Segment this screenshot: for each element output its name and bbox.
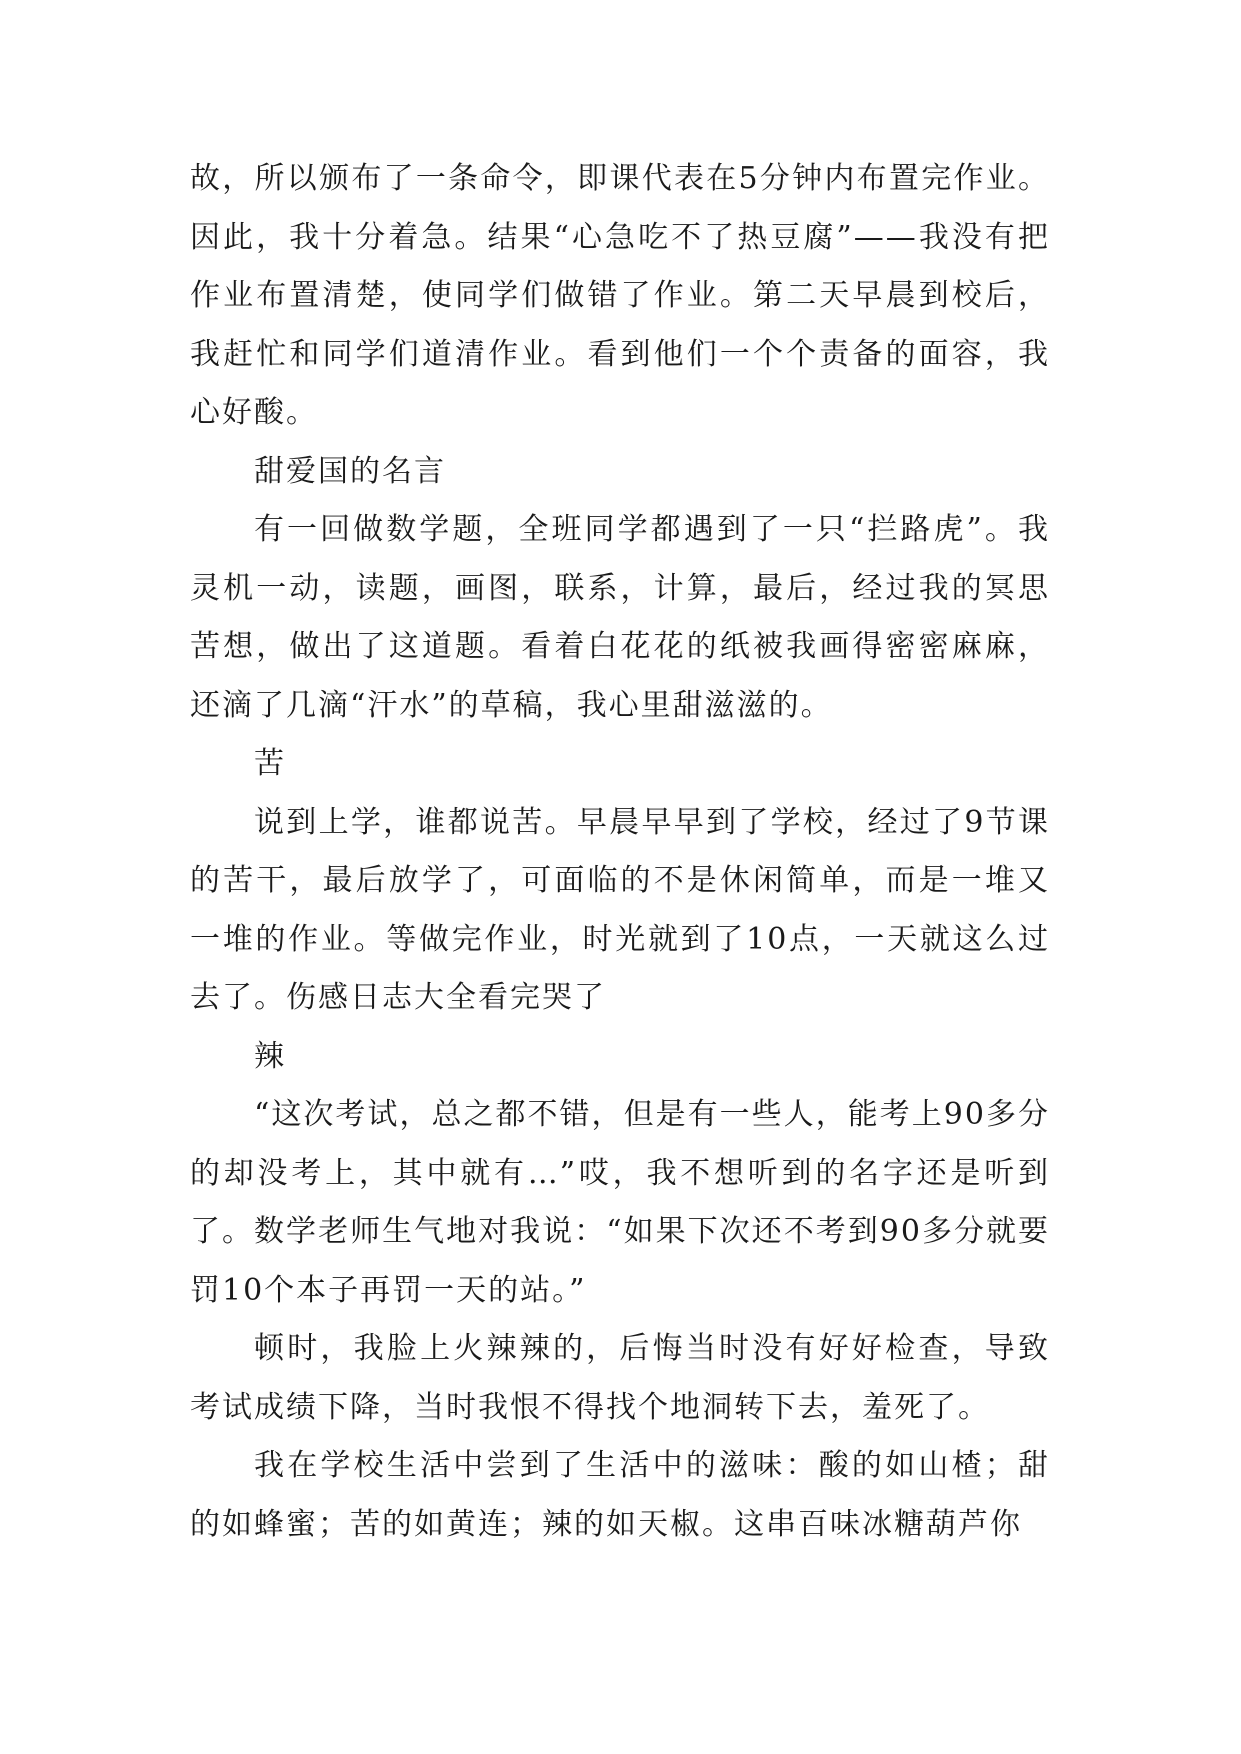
paragraph-conclusion: 我在学校生活中尝到了生活中的滋味：酸的如山楂；甜的如蜂蜜；苦的如黄连；辣的如天椒。这串百味冰糖葫芦你 <box>190 1448 1050 1542</box>
paragraph-bitter-story: 说到上学，谁都说苦。早晨早早到了学校，经过了9节课的苦干，最后放学了，可面临的不是休闲简单，而是一堆又一堆的作业。等做完作业，时光就到了10点，一天就这么过去了。伤感日志大全看完哭了 <box>190 804 1050 1015</box>
paragraph-sour-story: 故，所以颁布了一条命令，即课代表在5分钟内布置完作业。因此，我十分着急。结果“心急吃不了热豆腐”——我没有把作业布置清楚，使同学们做错了作业。第二天早晨到校后，我赶忙和同学们道清作业。看到他们一个个责备的面容，我心好酸。 <box>190 161 1050 430</box>
section-heading-spicy: 辣 <box>254 1038 286 1074</box>
paragraph-spicy-reaction: 顿时，我脸上火辣辣的，后悔当时没有好好检查，导致考试成绩下降，当时我恨不得找个地洞转下去，羞死了。 <box>190 1331 1050 1425</box>
document-body <box>190 150 1050 1554</box>
section-heading-bitter: 苦 <box>254 746 286 781</box>
paragraph-spicy-story: “这次考试，总之都不错，但是有一些人，能考上90多分的却没考上，其中就有…”哎，我不想听到的名字还是听到了。数学老师生气地对我说：“如果下次还不考到90多分就要罚10个本子再罚一天的站。” <box>190 1097 1050 1308</box>
paragraph-sweet-story: 有一回做数学题，全班同学都遇到了一只“拦路虎”。我灵机一动，读题，画图，联系，计算，最后，经过我的冥思苦想，做出了这道题。看着白花花的纸被我画得密密麻麻，还滴了几滴“汗水”的草稿，我心里甜滋滋的。 <box>190 512 1050 723</box>
section-heading-sweet: 甜爱国的名言 <box>254 453 446 489</box>
